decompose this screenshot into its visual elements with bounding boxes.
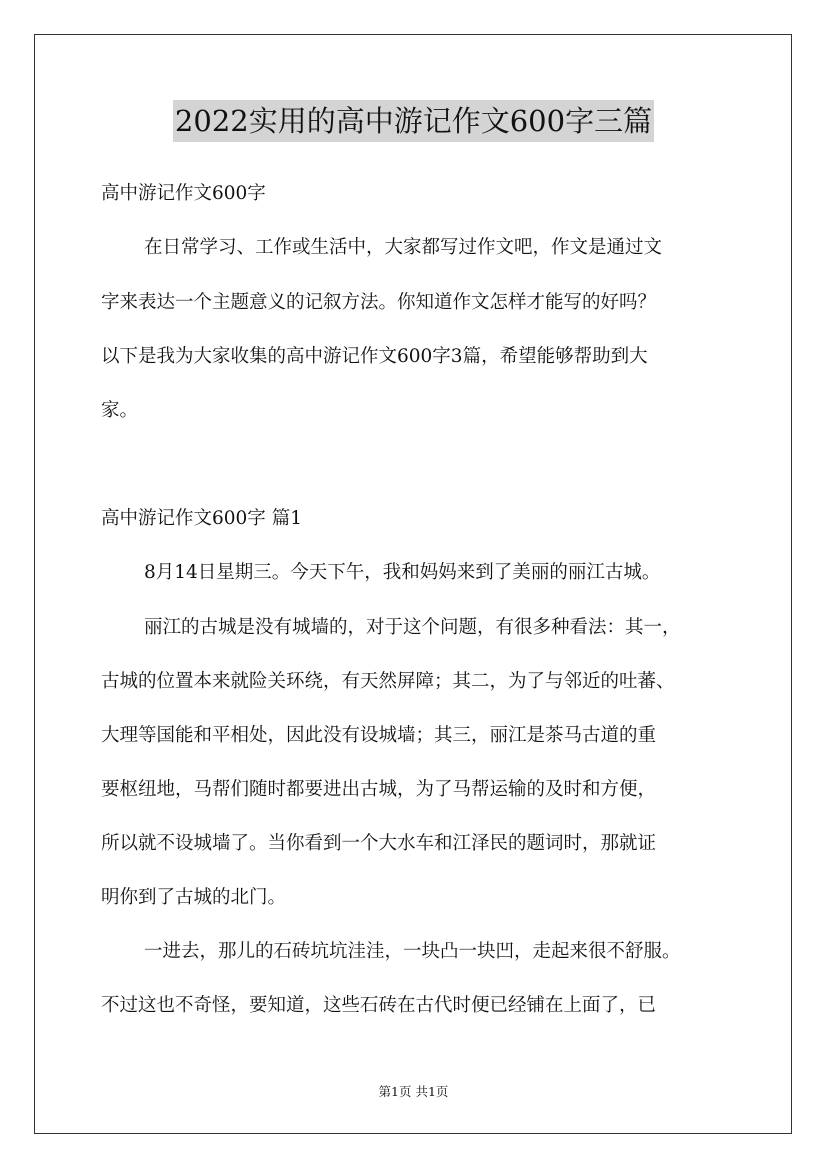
section-heading-1: 高中游记作文600字 bbox=[101, 183, 266, 204]
title-container bbox=[0, 100, 827, 142]
document-title: 2022实用的高中游记作文600字三篇 bbox=[173, 100, 654, 142]
paragraph-2-line: 要枢纽地，马帮们随时都要进出古城，为了马帮运输的及时和方便， bbox=[101, 779, 657, 800]
paragraph-2-line: 明你到了古城的北门。 bbox=[101, 887, 287, 908]
paragraph-2-line: 古城的位置本来就险关环绕，有天然屏障；其二，为了与邻近的吐蕃、 bbox=[101, 671, 675, 692]
intro-line: 家。 bbox=[101, 400, 139, 421]
paragraph-2-line: 丽江的古城是没有城墙的，对于这个问题，有很多种看法：其一， bbox=[144, 617, 681, 638]
paragraph-3-line: 一进去，那儿的石砖坑坑洼洼，一块凸一块凹，走起来很不舒服。 bbox=[144, 941, 681, 962]
intro-line: 在日常学习、工作或生活中，大家都写过作文吧，作文是通过文 bbox=[144, 237, 663, 258]
paragraph-2-line: 大理等国能和平相处，因此没有设城墙；其三，丽江是茶马古道的重 bbox=[101, 725, 657, 746]
paragraph-2-line: 所以就不设城墙了。当你看到一个大水车和江泽民的题词时，那就证 bbox=[101, 833, 657, 854]
paragraph-3-line: 不过这也不奇怪，要知道，这些石砖在古代时便已经铺在上面了，已 bbox=[101, 995, 657, 1016]
paragraph-1-line: 8月14日星期三。今天下午，我和妈妈来到了美丽的丽江古城。 bbox=[144, 562, 661, 583]
page-footer: 第1页 共1页 bbox=[378, 1084, 449, 1099]
section-heading-2: 高中游记作文600字 篇1 bbox=[101, 508, 302, 529]
intro-line: 字来表达一个主题意义的记叙方法。你知道作文怎样才能写的好吗？ bbox=[101, 292, 657, 313]
intro-line: 以下是我为大家收集的高中游记作文600字3篇，希望能够帮助到大 bbox=[101, 346, 648, 367]
